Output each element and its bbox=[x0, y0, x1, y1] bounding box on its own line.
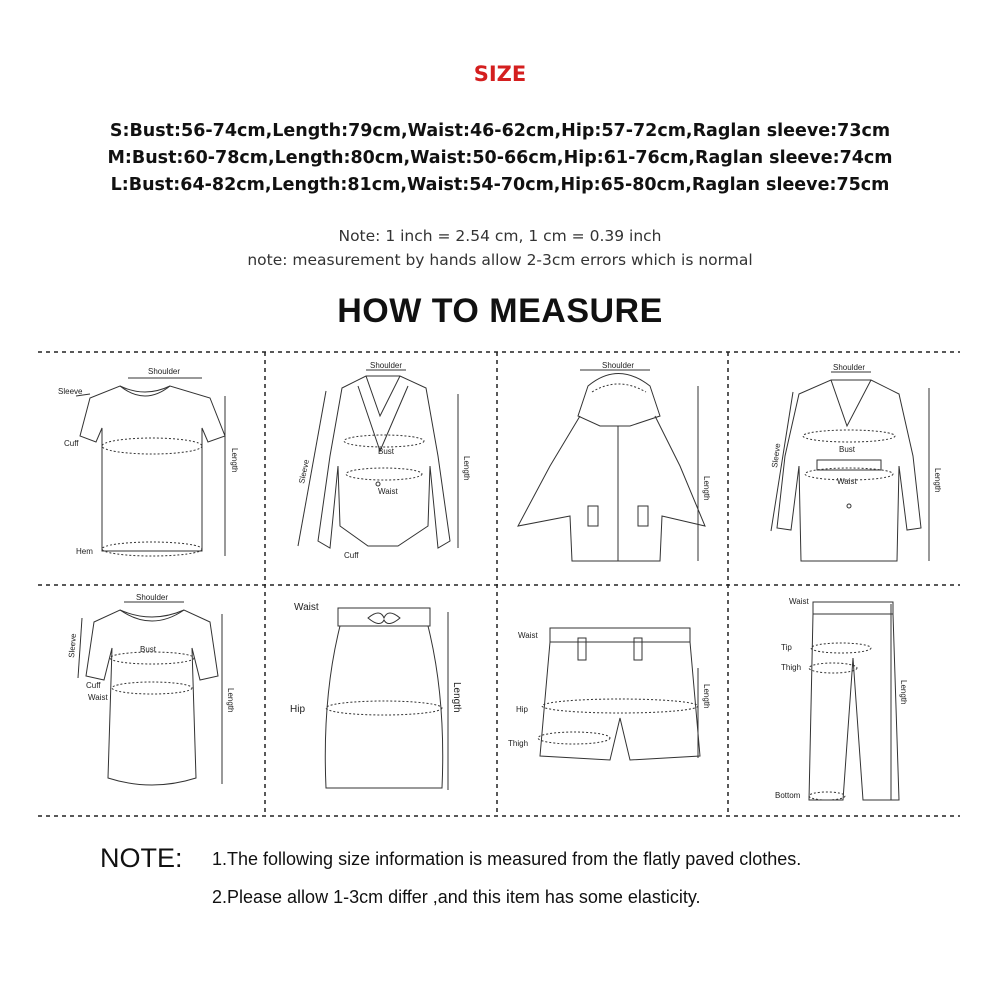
blazer-sleeve-label: Sleeve bbox=[297, 458, 312, 485]
shorts-length-label: Length bbox=[702, 684, 711, 709]
pants-bottom-label: Bottom bbox=[775, 791, 801, 800]
dress-waist-label: Waist bbox=[88, 693, 108, 702]
tshirt-hem-label: Hem bbox=[76, 547, 93, 556]
blazer-bust-label: Bust bbox=[378, 447, 395, 456]
error-note: note: measurement by hands allow 2-3cm errors which is normal bbox=[247, 251, 753, 269]
shorts-waist-label: Waist bbox=[518, 631, 538, 640]
size-row-s: S:Bust:56-74cm,Length:79cm,Waist:46-62cm,Hip:57-72cm,Raglan sleeve:73cm bbox=[109, 121, 891, 141]
tshirt-cuff-label: Cuff bbox=[64, 439, 79, 448]
dress-diagram bbox=[40, 588, 265, 817]
pants-tip-label: Tip bbox=[781, 643, 792, 652]
coat-diagram bbox=[731, 356, 959, 585]
conversion-note: Note: 1 inch = 2.54 cm, 1 cm = 0.39 inch bbox=[338, 227, 662, 245]
coat-sleeve-label: Sleeve bbox=[770, 442, 783, 469]
dress-length-label: Length bbox=[226, 688, 235, 713]
shorts-diagram bbox=[500, 588, 726, 817]
coat-length-label: Length bbox=[933, 468, 942, 493]
blazer-shoulder-label: Shoulder bbox=[370, 361, 403, 370]
blazer-diagram bbox=[268, 356, 496, 585]
coat-shoulder-label: Shoulder bbox=[833, 363, 866, 372]
pants-length-label: Length bbox=[899, 680, 908, 705]
footer-note-line-2: 2.Please allow 1-3cm differ ,and this item has some elasticity. bbox=[212, 887, 701, 907]
coat-waist-label: Waist bbox=[837, 477, 857, 486]
tshirt-sleeve-label: Sleeve bbox=[58, 387, 83, 396]
tshirt-length-label: Length bbox=[230, 448, 239, 473]
skirt-diagram bbox=[268, 588, 496, 817]
pants-waist-label: Waist bbox=[789, 597, 809, 606]
skirt-length-label: Length bbox=[451, 682, 462, 713]
blazer-cuff-label: Cuff bbox=[344, 551, 359, 560]
dress-sleeve-label: Sleeve bbox=[67, 633, 79, 659]
tshirt-shoulder-label: Shoulder bbox=[148, 367, 181, 376]
size-row-m: M:Bust:60-78cm,Length:80cm,Waist:50-66cm,Hip:61-76cm,Raglan sleeve:74cm bbox=[107, 148, 893, 168]
shorts-hip-label: Hip bbox=[516, 705, 529, 714]
skirt-waist-label: Waist bbox=[294, 602, 319, 613]
cape-diagram bbox=[500, 356, 726, 585]
coat-bust-label: Bust bbox=[839, 445, 856, 454]
skirt-hip-label: Hip bbox=[290, 704, 306, 715]
size-row-l: L:Bust:64-82cm,Length:81cm,Waist:54-70cm,Hip:65-80cm,Raglan sleeve:75cm bbox=[110, 175, 890, 195]
how-to-measure-title: HOW TO MEASURE bbox=[337, 292, 663, 330]
shorts-thigh-label: Thigh bbox=[508, 739, 529, 748]
blazer-waist-label: Waist bbox=[378, 487, 398, 496]
dress-bust-label: Bust bbox=[140, 645, 157, 654]
blazer-length-label: Length bbox=[462, 456, 471, 481]
size-title: SIZE bbox=[473, 62, 527, 86]
footer-note-line-1: 1.The following size information is measured from the flatly paved clothes. bbox=[212, 849, 802, 869]
cape-shoulder-label: Shoulder bbox=[602, 361, 635, 370]
tshirt-diagram bbox=[40, 356, 265, 585]
cape-length-label: Length bbox=[702, 476, 711, 501]
dress-cuff-label: Cuff bbox=[86, 681, 101, 690]
pants-diagram bbox=[731, 588, 959, 817]
pants-thigh-label: Thigh bbox=[781, 663, 802, 672]
dress-shoulder-label: Shoulder bbox=[136, 593, 169, 602]
footer-note-label: NOTE: bbox=[100, 843, 183, 873]
